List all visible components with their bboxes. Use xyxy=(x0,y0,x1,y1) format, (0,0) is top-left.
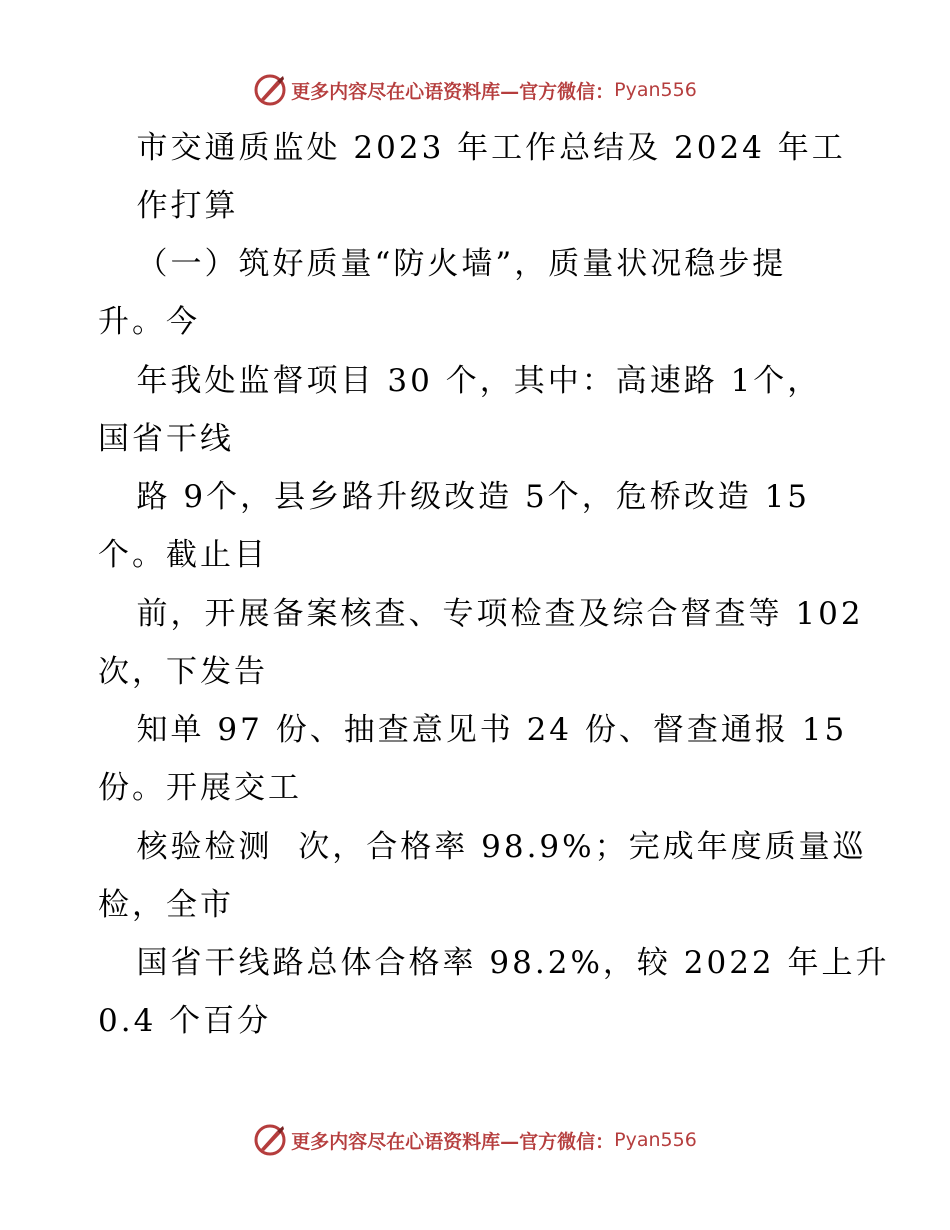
header-watermark xyxy=(0,70,950,110)
text-line: 国省干线路总体合格率 98.2%，较 2022 年上升 xyxy=(98,945,890,981)
watermark-contact: Pyan556 xyxy=(614,79,697,101)
text-line: 0.4 个百分 xyxy=(98,1003,272,1039)
footer-watermark xyxy=(0,1120,950,1160)
text-line: 知单 97 份、抽查意见书 24 份、督查通报 15 xyxy=(98,712,848,748)
quill-pen-logo-icon xyxy=(253,73,287,107)
watermark-text: 更多内容尽在心语资料库—官方微信： xyxy=(291,80,615,103)
text-line: 作打算 xyxy=(98,188,239,224)
text-line: 升。今 xyxy=(98,304,200,340)
quill-pen-logo-icon xyxy=(253,1123,287,1157)
text-line: （一）筑好质量“防火墙”，质量状况稳步提 xyxy=(98,246,787,282)
text-line: 市交通质监处 2023 年工作总结及 2024 年工 xyxy=(98,130,846,166)
text-line: 个。截止目 xyxy=(98,537,268,573)
text-line: 核验检测 次，合格率 98.9%；完成年度质量巡 xyxy=(98,829,867,865)
watermark-text: 更多内容尽在心语资料库—官方微信： xyxy=(291,1130,615,1153)
text-line: 次，下发告 xyxy=(98,654,268,690)
text-line: 年我处监督项目 30 个，其中：高速路 1个， xyxy=(98,363,822,399)
text-line: 前，开展备案核查、专项检查及综合督查等 102 xyxy=(98,596,864,632)
text-line: 检，全市 xyxy=(98,887,234,923)
text-line: 路 9个，县乡路升级改造 5个，危桥改造 15 xyxy=(98,479,811,515)
text-line: 国省干线 xyxy=(98,421,234,457)
watermark-contact: Pyan556 xyxy=(614,1129,697,1151)
text-line: 份。开展交工 xyxy=(98,770,302,806)
